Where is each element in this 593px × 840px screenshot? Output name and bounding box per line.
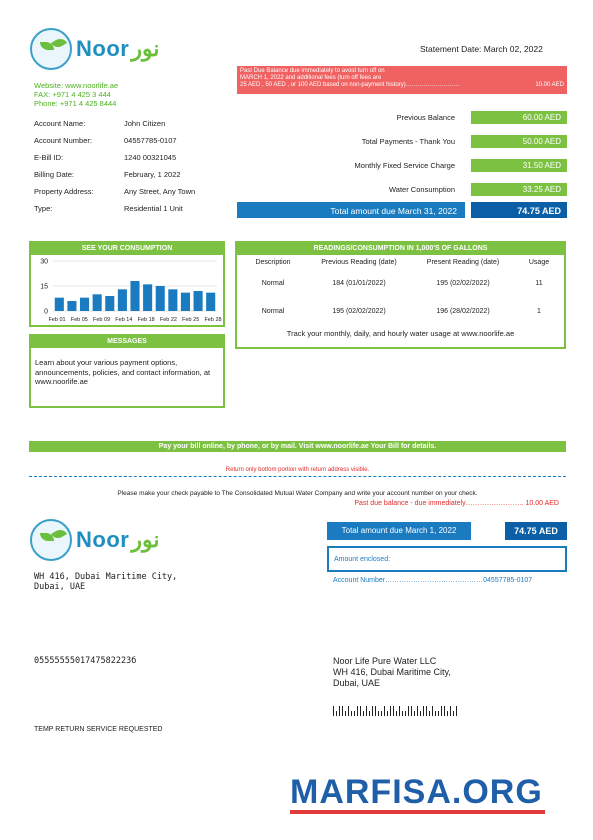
brand-name-arabic: نور xyxy=(131,527,160,552)
readings-panel xyxy=(235,241,566,349)
chart-bar xyxy=(55,298,64,311)
x-tick-label: Feb 01 xyxy=(48,317,66,323)
watermark-part1: MARFISA xyxy=(290,773,452,811)
summary-row xyxy=(237,177,567,201)
past-due-amount: 10.00 AED xyxy=(535,82,564,88)
brand-logo xyxy=(30,28,159,70)
barcode-bar xyxy=(456,706,457,716)
barcode-bar xyxy=(396,711,397,716)
table-cell: 1 xyxy=(537,307,541,315)
account-row xyxy=(34,149,234,166)
table-cell: Normal xyxy=(261,279,285,287)
barcode-bar xyxy=(363,711,364,716)
chart-bar xyxy=(105,296,114,311)
barcode-bar xyxy=(426,706,427,716)
x-tick-label: Feb 14 xyxy=(115,317,133,323)
noor-emblem-icon xyxy=(30,519,72,561)
account-value: 04557785-0107 xyxy=(124,136,177,145)
barcode-bar xyxy=(378,711,379,716)
address-line: WH 416, Dubai Maritime City, xyxy=(34,572,178,582)
summary-row xyxy=(237,153,567,177)
barcode-bar xyxy=(423,706,424,716)
address-line: WH 416, Dubai Maritime City, xyxy=(333,667,451,677)
readings-header-cell: Present Reading (date) xyxy=(426,258,500,266)
chart-bar xyxy=(67,301,76,311)
x-tick-label: Feb 25 xyxy=(182,317,200,323)
account-label: Property Address: xyxy=(34,187,94,196)
table-cell: 196 (28/02/2022) xyxy=(436,307,490,315)
billing-summary xyxy=(237,105,567,201)
summary-label: Water Consumption xyxy=(389,184,455,194)
barcode-bar xyxy=(405,711,406,716)
readings-header-cell: Usage xyxy=(528,258,550,266)
barcode-bar xyxy=(417,706,418,716)
account-label: Account Name: xyxy=(34,119,86,128)
watermark-part2: .ORG xyxy=(451,773,543,811)
readings-table xyxy=(237,255,564,325)
barcode-bar xyxy=(351,711,352,716)
chart-bar xyxy=(156,286,165,311)
return-note: Return only bottom portion with return address visible. xyxy=(225,467,370,473)
messages-body: Learn about your various payment options, announcements, policies, and contact information, at www.noorlife.ae xyxy=(35,358,211,386)
barcode-bar xyxy=(342,706,343,716)
check-note: Please make your check payable to The Consolidated Mutual Water Company and write your account number on your check. xyxy=(117,490,478,497)
summary-value: 33.25 AED xyxy=(471,183,567,196)
table-row xyxy=(237,297,564,325)
barcode-bar xyxy=(438,711,439,716)
contact-block xyxy=(34,81,118,108)
summary-value: 50.00 AED xyxy=(471,135,567,148)
barcode-bar xyxy=(447,711,448,716)
consumption-chart xyxy=(31,255,223,325)
barcode-bar xyxy=(399,706,400,716)
website-link[interactable]: Website: www.noorlife.ae xyxy=(34,81,119,90)
stub-past-due: Past due balance - due immediately……………………. 10.00 AED xyxy=(354,500,559,507)
readings-header-cell: Description xyxy=(255,258,291,266)
barcode-bar xyxy=(390,706,391,716)
phone-number: Phone: +971 4 425 8444 xyxy=(34,99,117,108)
barcode-bar xyxy=(435,711,436,716)
barcode-bar xyxy=(402,711,403,716)
barcode-bar xyxy=(348,706,349,716)
stub-total-label: Total amount due March 1, 2022 xyxy=(327,522,471,540)
barcode-bar xyxy=(369,711,370,716)
tear-line xyxy=(29,476,566,477)
barcode-bar xyxy=(381,711,382,716)
barcode-bar xyxy=(354,711,355,716)
address-line: Noor Life Pure Water LLC xyxy=(333,656,437,666)
x-tick-label: Feb 18 xyxy=(137,317,155,323)
total-due-label: Total amount due March 31, 2022 xyxy=(237,202,465,218)
postal-barcode xyxy=(333,706,459,716)
chart-bar xyxy=(168,289,177,311)
x-tick-label: Feb 05 xyxy=(70,317,88,323)
address-line: Dubai, UAE xyxy=(333,678,381,688)
stub-total-amount: 74.75 AED xyxy=(505,522,567,540)
table-cell: 195 (02/02/2022) xyxy=(332,307,386,315)
summary-label: Total Payments - Thank You xyxy=(361,136,455,146)
account-label: Billing Date: xyxy=(34,170,75,179)
account-value: February, 1 2022 xyxy=(124,170,181,179)
barcode-bar xyxy=(372,706,373,716)
sender-address xyxy=(34,572,177,592)
brand-logo-stub xyxy=(30,519,159,561)
past-due-line: Past Due Balance due immediately to avoid turn off on xyxy=(240,68,385,74)
account-row xyxy=(34,200,234,217)
barcode-bar xyxy=(429,711,430,716)
y-tick-label: 30 xyxy=(40,258,48,266)
account-label: Type: xyxy=(34,204,53,213)
account-row xyxy=(34,132,234,149)
brand-name-arabic: نور xyxy=(131,36,160,61)
chart-bar xyxy=(194,291,203,311)
amount-enclosed-field[interactable] xyxy=(327,546,567,572)
account-row xyxy=(34,183,234,200)
readings-footer: Track your monthly, daily, and hourly water usage at www.noorlife.ae xyxy=(286,329,515,338)
table-row xyxy=(237,269,564,297)
messages-title: MESSAGES xyxy=(31,336,223,348)
chart-bar xyxy=(80,298,89,311)
scan-line: 0555555501747582223б xyxy=(34,656,137,666)
barcode-bar xyxy=(360,706,361,716)
chart-bar xyxy=(181,293,190,311)
barcode-bar xyxy=(453,711,454,716)
account-label: E-Bill ID: xyxy=(34,153,64,162)
barcode-bar xyxy=(345,711,346,716)
barcode-bar xyxy=(420,711,421,716)
messages-panel xyxy=(29,334,225,408)
table-cell: 11 xyxy=(535,279,543,287)
table-cell: Normal xyxy=(261,307,285,315)
x-tick-label: Feb 09 xyxy=(93,317,111,323)
chart-bar xyxy=(118,289,127,311)
pay-online-banner: Pay your bill online, by phone, or by mail. Visit www.noorlife.ae Your Bill for details. xyxy=(29,441,566,452)
barcode-bar xyxy=(336,711,337,716)
summary-label: Previous Balance xyxy=(396,112,455,122)
account-value: John Citizen xyxy=(124,119,166,128)
account-row xyxy=(34,166,234,183)
y-tick-label: 15 xyxy=(40,283,48,291)
summary-label: Monthly Fixed Service Charge xyxy=(354,160,455,170)
summary-row xyxy=(237,129,567,153)
account-value: Residential 1 Unit xyxy=(124,204,183,213)
noor-emblem-icon xyxy=(30,28,72,70)
barcode-bar xyxy=(441,706,442,716)
account-value: Any Street, Any Town xyxy=(124,187,196,196)
readings-header-cell: Previous Reading (date) xyxy=(321,258,397,266)
account-label: Account Number: xyxy=(34,136,92,145)
past-due-line: MARCH 1, 2022 and additional fees (turn off fees are xyxy=(240,75,382,81)
x-tick-label: Feb 22 xyxy=(159,317,177,323)
summary-row xyxy=(237,105,567,129)
chart-bar xyxy=(143,284,152,311)
barcode-bar xyxy=(408,706,409,716)
past-due-line: 25 AED , 50 AED , or 100 AED based on non-payment history) xyxy=(240,82,406,88)
brand-name: Noor xyxy=(76,36,130,61)
watermark-logo xyxy=(290,773,545,814)
chart-bar xyxy=(130,281,139,311)
address-line: Dubai, UAE xyxy=(34,582,86,592)
barcode-bar xyxy=(339,706,340,716)
past-due-notice: Past Due Balance due immediately to avoid turn off on MARCH 1, 2022 and additional fees (turn off fees are 25 AED , 50 AED , or 100 AED based on non-payment history) ……………………… 10.00 AED xyxy=(237,66,567,94)
x-tick-label: Feb 28 xyxy=(204,317,222,323)
brand-name: Noor xyxy=(76,527,130,552)
amount-enclosed-label: Amount enclosed: xyxy=(334,556,391,563)
barcode-bar xyxy=(393,706,394,716)
barcode-bar xyxy=(414,711,415,716)
barcode-bar xyxy=(375,706,376,716)
chart-bar xyxy=(93,294,102,311)
account-value: 1240 00321045 xyxy=(124,153,177,162)
fax-number: FAX: +971 4 425 3 444 xyxy=(34,90,111,99)
total-due-amount: 74.75 AED xyxy=(471,202,567,218)
barcode-bar xyxy=(450,706,451,716)
barcode-bar xyxy=(357,706,358,716)
barcode-bar xyxy=(411,706,412,716)
account-row xyxy=(34,115,234,132)
table-cell: 195 (02/02/2022) xyxy=(436,279,490,287)
barcode-bar xyxy=(444,706,445,716)
consumption-panel xyxy=(29,241,225,327)
stub-account-number: Account Number……………………………………04557785-0107 xyxy=(333,577,533,584)
summary-value: 31.50 AED xyxy=(471,159,567,172)
barcode-bar xyxy=(387,711,388,716)
barcode-bar xyxy=(384,706,385,716)
table-cell: 184 (01/01/2022) xyxy=(332,279,386,287)
y-tick-label: 0 xyxy=(44,308,48,316)
barcode-bar xyxy=(432,706,433,716)
account-info xyxy=(34,115,234,217)
recipient-address xyxy=(333,656,451,689)
barcode-bar xyxy=(333,706,334,716)
summary-value: 60.00 AED xyxy=(471,111,567,124)
readings-title: READINGS/CONSUMPTION IN 1,000'S OF GALLONS xyxy=(237,243,564,255)
chart-bar xyxy=(206,293,215,311)
consumption-title: SEE YOUR CONSUMPTION xyxy=(31,243,223,255)
readings-header-row xyxy=(237,255,564,269)
barcode-bar xyxy=(366,706,367,716)
temp-return-note: TEMP RETURN SERVICE REQUESTED xyxy=(34,726,163,733)
statement-date: Statement Date: March 02, 2022 xyxy=(420,44,543,54)
